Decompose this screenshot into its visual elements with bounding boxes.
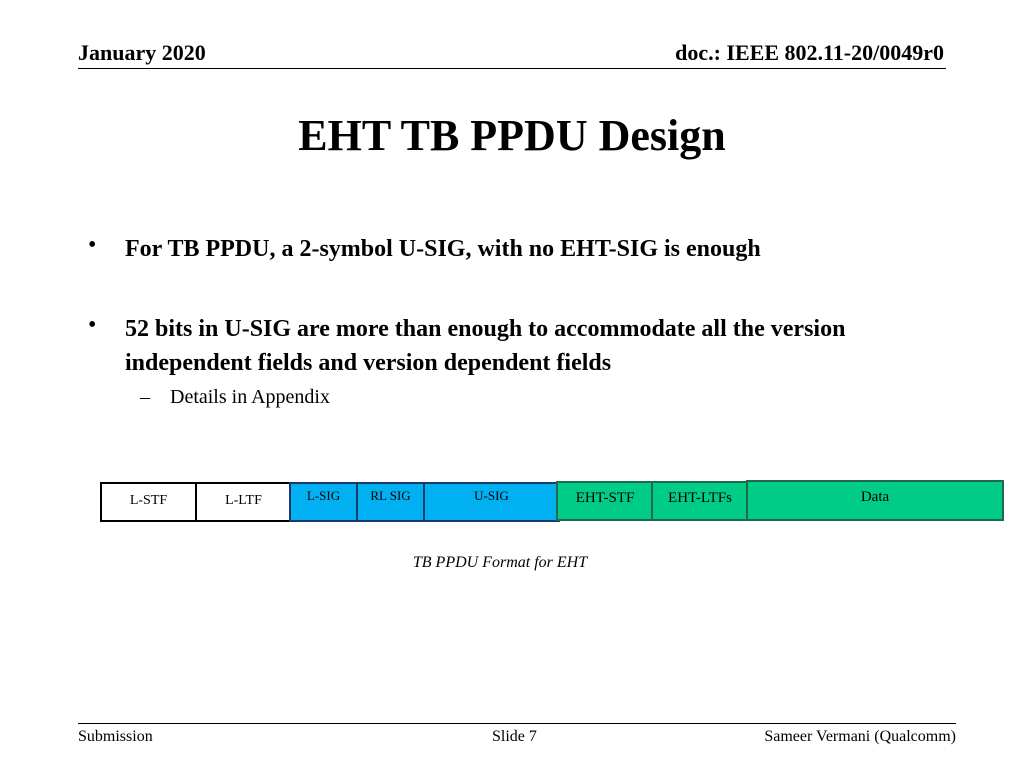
bullet-text: 52 bits in U-SIG are more than enough to accommodate all the version independent fields and version dependent fields (125, 316, 846, 376)
header-doc-id: doc.: IEEE 802.11-20/0049r0 (675, 40, 944, 65)
field-eht-ltfs: EHT-LTFs (651, 481, 749, 521)
bullet-marker: • (88, 232, 97, 258)
field-l-sig: L-SIG (289, 482, 358, 522)
field-l-ltf: L-LTF (195, 482, 292, 522)
footer-submission: Submission (78, 728, 153, 745)
bullet-marker: • (88, 312, 97, 338)
field-l-stf: L-STF (100, 482, 197, 522)
footer-divider (78, 723, 956, 724)
slide-title: EHT TB PPDU Design (298, 111, 726, 160)
header-date: January 2020 (78, 40, 206, 65)
field-rl-sig: RL SIG (356, 482, 425, 522)
diagram-caption: TB PPDU Format for EHT (412, 554, 588, 571)
bullet-text: For TB PPDU, a 2-symbol U-SIG, with no EHT-SIG is enough (125, 236, 761, 262)
header-divider (78, 68, 946, 69)
field-eht-stf: EHT-STF (556, 481, 654, 521)
sub-bullet-text: Details in Appendix (170, 386, 330, 408)
sub-bullet-marker: – (140, 386, 150, 408)
footer-author: Sameer Vermani (Qualcomm) (764, 728, 956, 745)
field-u-sig: U-SIG (423, 482, 560, 522)
footer-slide-number: Slide 7 (492, 728, 537, 745)
field-data: Data (746, 480, 1004, 521)
